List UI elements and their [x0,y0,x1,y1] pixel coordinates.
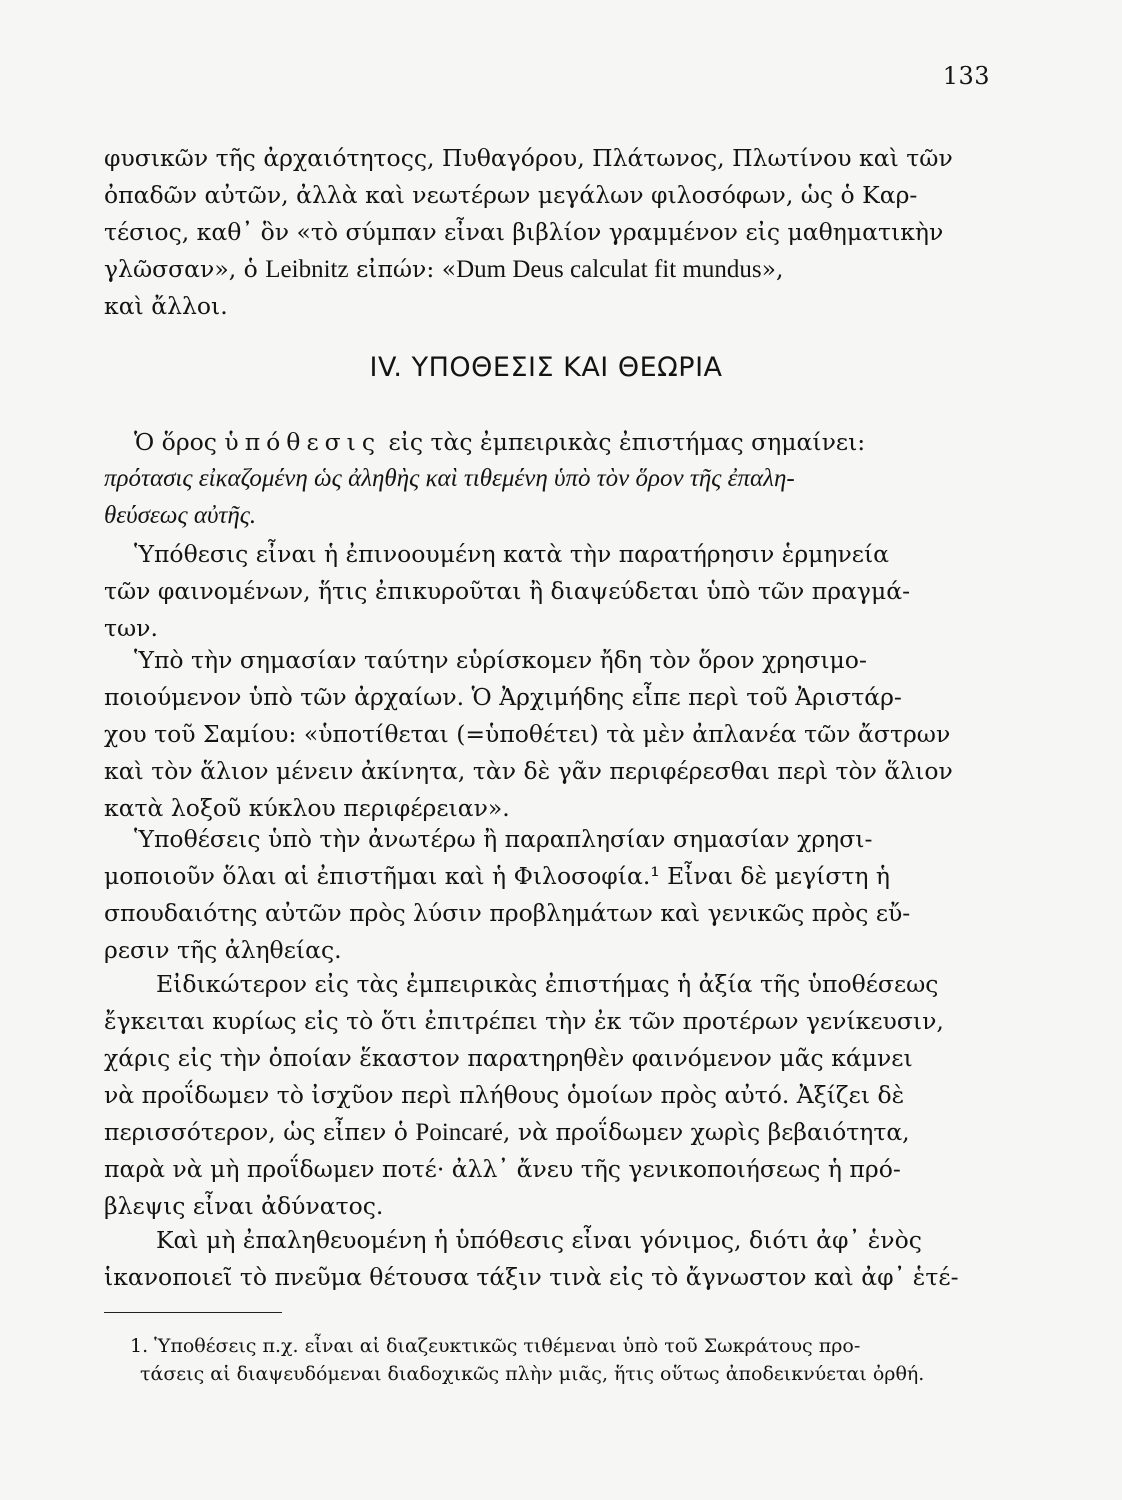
paragraph-4-line-3: χου τοῦ Σαμίου: «ὑποτίθεται (=ὑποθέτει) τὰ μὲν ἀπλανέα τῶν ἄστρων [104,720,951,748]
paragraph-7-line-2: ἱκανοποιεῖ τὸ πνεῦμα θέτουσα τάξιν τινὰ εἰς τὸ ἄγνωστον καὶ ἀφ᾽ ἑτέ- [104,1263,959,1291]
paragraph-1-line-1: φυσικῶν τῆς ἀρχαιότητοςς, Πυθαγόρου, Πλάτωνος, Πλωτίνου καὶ τῶν [104,144,953,172]
paragraph-1-line-5: καὶ ἄλλοι. [104,292,228,320]
paragraph-2-line-1 [134,426,865,458]
paragraph-1-line-4-end: », [761,255,784,283]
latin-quote: Dum Deus calculat fit mundus [456,256,762,283]
paragraph-1-line-2: ὀπαδῶν αὐτῶν, ἀλλὰ καὶ νεωτέρων μεγάλων φιλοσόφων, ὡς ὁ Καρ- [104,181,918,209]
paragraph-1-line-4 [104,253,783,285]
paragraph-5-line-1: Ὑποθέσεις ὑπὸ τὴν ἀνωτέρω ἢ παραπλησίαν σημασίαν χρησι- [134,825,873,853]
paragraph-3-line-2: τῶν φαινομένων, ἥτις ἐπικυροῦται ἢ διαψεύδεται ὑπὸ τῶν πραγμά- [104,577,911,605]
paragraph-6-line-5-end: , νὰ προΐδωμεν χωρὶς βεβαιότητα, [502,1118,910,1146]
paragraph-1-line-3: τέσιος, καθ᾽ ὃν «τὸ σύμπαν εἶναι βιβλίον γραμμένον εἰς μαθηματικὴν [104,218,944,246]
footnote-line-2: τάσεις αἱ διαψευδόμεναι διαδοχικῶς πλὴν μιᾶς, ἥτις οὕτως ἀποδεικνύεται ὀρθή. [140,1363,925,1385]
paragraph-7-line-1: Καὶ μὴ ἐπαληθευομένη ἡ ὑπόθεσις εἶναι γόνιμος, διότι ἀφ᾽ ἑνὸς [156,1226,922,1254]
paragraph-6-line-5 [104,1116,910,1148]
latin-name-poincare: Poincaré [415,1119,503,1146]
paragraph-3-line-3: των. [104,614,158,642]
page-number: 133 [942,62,990,90]
section-heading: IV. ΥΠΟΘΕΣΙΣ ΚΑΙ ΘΕΩΡΙΑ [369,352,723,383]
latin-name-leibnitz: Leibnitz [265,256,349,283]
paragraph-5-line-2: μοποιοῦν ὅλαι αἱ ἐπιστῆμαι καὶ ἡ Φιλοσοφία.¹ Εἶναι δὲ μεγίστη ἡ [104,862,890,890]
paragraph-6-line-7: βλεψις εἶναι ἀδύνατος. [104,1192,384,1220]
paragraph-4-line-2: ποιούμενον ὑπὸ τῶν ἀρχαίων. Ὁ Ἀρχιμήδης εἶπε περὶ τοῦ Ἀριστάρ- [104,683,902,711]
paragraph-4-line-4: καὶ τὸν ἅλιον μένειν ἀκίνητα, τὰν δὲ γᾶν περιφέρεσθαι περὶ τὸν ἅλιον [104,757,953,785]
paragraph-5-line-4: ρεσιν τῆς ἀληθείας. [104,936,342,964]
paragraph-6-line-2: ἔγκειται κυρίως εἰς τὸ ὅτι ἐπιτρέπει τὴν ἐκ τῶν προτέρων γενίκευσιν, [104,1007,944,1035]
paragraph-6-line-1: Εἰδικώτερον εἰς τὰς ἐμπειρικὰς ἐπιστήμας ἡ ἀξία τῆς ὑποθέσεως [156,970,939,998]
paragraph-2-line-3: θεύσεως αὐτῆς. [104,502,257,529]
paragraph-2-line-2: πρότασις εἰκαζομένη ὡς ἀληθὴς καὶ τιθεμένη ὑπὸ τὸν ὅρον τῆς ἐπαλη- [104,465,795,492]
paragraph-1-line-4-start: γλῶσσαν», ὁ [104,255,266,283]
paragraph-2-line-1-end: εἰς τὰς ἐμπειρικὰς ἐπιστήμας σημαίνει: [381,428,866,456]
paragraph-4-line-5: κατὰ λοξοῦ κύκλου περιφέρειαν». [104,794,510,822]
paragraph-6-line-5-start: περισσότερον, ὡς εἶπεν ὁ [104,1118,416,1146]
paragraph-6-line-6: παρὰ νὰ μὴ προΐδωμεν ποτέ· ἀλλ᾽ ἄνευ τῆς γενικοποιήσεως ἡ πρό- [104,1155,901,1183]
paragraph-6-line-4: νὰ προΐδωμεν τὸ ἰσχῦον περὶ πλήθους ὁμοίων πρὸς αὐτό. Ἀξίζει δὲ [104,1081,905,1109]
paragraph-2-line-1-start: Ὁ ὅρος [134,428,225,456]
footnote-divider [104,1312,282,1313]
footnote-line-1: 1. Ὑποθέσεις π.χ. εἶναι αἱ διαζευκτικῶς τιθέμεναι ὑπὸ τοῦ Σωκράτους προ- [130,1335,861,1357]
paragraph-1-line-4-mid: εἰπών: « [348,255,457,283]
paragraph-3-line-1: Ὑπόθεσις εἶναι ἡ ἐπινοουμένη κατὰ τὴν παρατήρησιν ἑρμηνεία [134,540,890,568]
spaced-term: ὑπόθεσις [224,428,382,456]
paragraph-6-line-3: χάρις εἰς τὴν ὁποίαν ἕκαστον παρατηρηθὲν φαινόμενον μᾶς κάμνει [104,1044,913,1072]
paragraph-4-line-1: Ὑπὸ τὴν σημασίαν ταύτην εὑρίσκομεν ἤδη τὸν ὅρον χρησιμο- [134,646,867,674]
paragraph-5-line-3: σπουδαιότης αὐτῶν πρὸς λύσιν προβλημάτων καὶ γενικῶς πρὸς εὔ- [104,899,911,927]
